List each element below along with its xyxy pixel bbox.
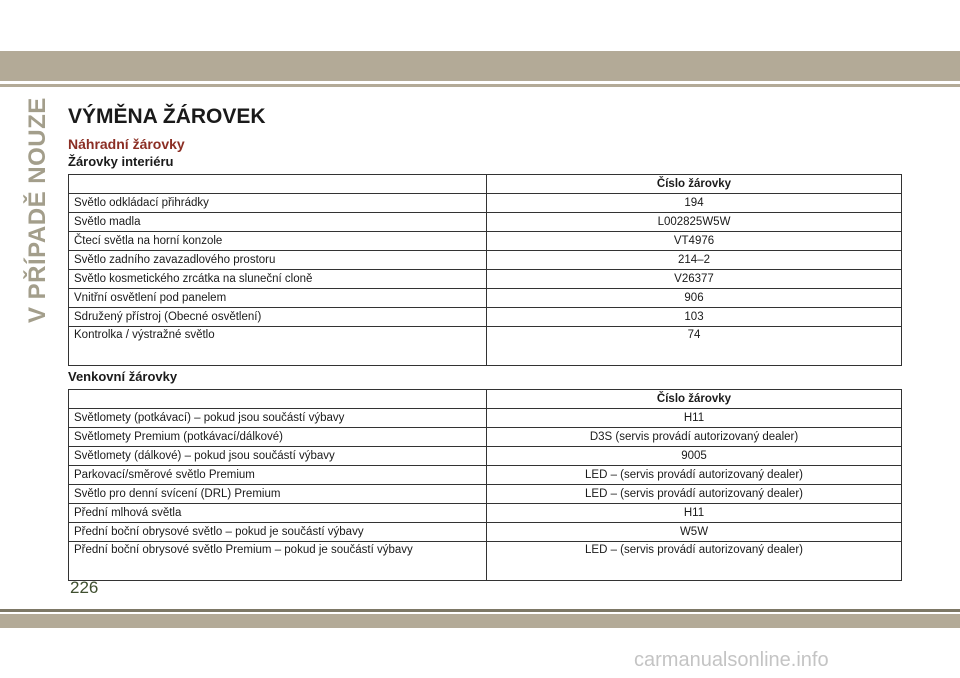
bulb-number: D3S (servis provádí autorizovaný dealer) [487,428,902,447]
bulb-location: Světlo madla [69,213,487,232]
page-number: 226 [70,578,99,597]
bulb-location: Přední mlhová světla [69,504,487,523]
table-header-empty [69,175,487,194]
table-row [69,523,902,542]
bulb-location: Světlomety (potkávací) – pokud jsou součástí výbavy [69,409,487,428]
watermark: carmanualsonline.info [634,649,829,671]
bulb-number: LED – (servis provádí autorizovaný dealer) [487,466,902,485]
bulb-number: 9005 [487,447,902,466]
bulb-number: VT4976 [487,232,902,251]
bulb-number: 103 [487,308,902,327]
chapter-side-label: V PŘÍPADĚ NOUZE [24,97,51,323]
table-row [69,270,902,289]
bulb-number: W5W [487,523,902,542]
header-band [0,51,960,81]
table-row [69,213,902,232]
table-row [69,428,902,447]
bulb-number: LED – (servis provádí autorizovaný dealer) [487,485,902,504]
bulb-location: Kontrolka / výstražné světlo [69,327,487,366]
table-row [69,504,902,523]
table-row [69,232,902,251]
bulb-number: LED – (servis provádí autorizovaný dealer) [487,542,902,581]
table-row [69,466,902,485]
bulb-location: Čtecí světla na horní konzole [69,232,487,251]
bulb-number: H11 [487,409,902,428]
header-rule [0,84,960,87]
table-row [69,194,902,213]
table-header-bulb-number: Číslo žárovky [487,390,902,409]
bulb-location: Vnitřní osvětlení pod panelem [69,289,487,308]
table-header-row [69,175,902,194]
bulb-location: Světlo pro denní svícení (DRL) Premium [69,485,487,504]
bulb-number: 194 [487,194,902,213]
table-header-row [69,390,902,409]
bulb-location: Světlomety Premium (potkávací/dálkové) [69,428,487,447]
section-subtitle: Náhradní žárovky [68,136,185,152]
bulb-location: Světlomety (dálkové) – pokud jsou součástí výbavy [69,447,487,466]
bulb-number: L002825W5W [487,213,902,232]
table-row [69,447,902,466]
table-row [69,327,902,366]
bulb-location: Přední boční obrysové světlo – pokud je součástí výbavy [69,523,487,542]
exterior-heading: Venkovní žárovky [68,369,178,384]
table-row [69,289,902,308]
bulb-number: V26377 [487,270,902,289]
table-header-empty [69,390,487,409]
interior-heading: Žárovky interiéru [68,154,174,169]
table-row [69,308,902,327]
footer-band [0,614,960,628]
exterior-bulb-table [68,389,902,581]
bulb-location: Přední boční obrysové světlo Premium – pokud je součástí výbavy [69,542,487,581]
interior-bulb-table [68,174,902,366]
bulb-number: H11 [487,504,902,523]
bulb-location: Světlo zadního zavazadlového prostoru [69,251,487,270]
footer-rule [0,609,960,612]
table-row [69,251,902,270]
bulb-location: Světlo kosmetického zrcátka na sluneční cloně [69,270,487,289]
table-row [69,409,902,428]
bulb-number: 214–2 [487,251,902,270]
bulb-number: 74 [487,327,902,366]
bulb-location: Světlo odkládací přihrádky [69,194,487,213]
bulb-location: Sdružený přístroj (Obecné osvětlení) [69,308,487,327]
table-row [69,542,902,581]
page-title: VÝMĚNA ŽÁROVEK [68,105,266,128]
bulb-location: Parkovací/směrové světlo Premium [69,466,487,485]
table-header-bulb-number: Číslo žárovky [487,175,902,194]
table-row [69,485,902,504]
bulb-number: 906 [487,289,902,308]
